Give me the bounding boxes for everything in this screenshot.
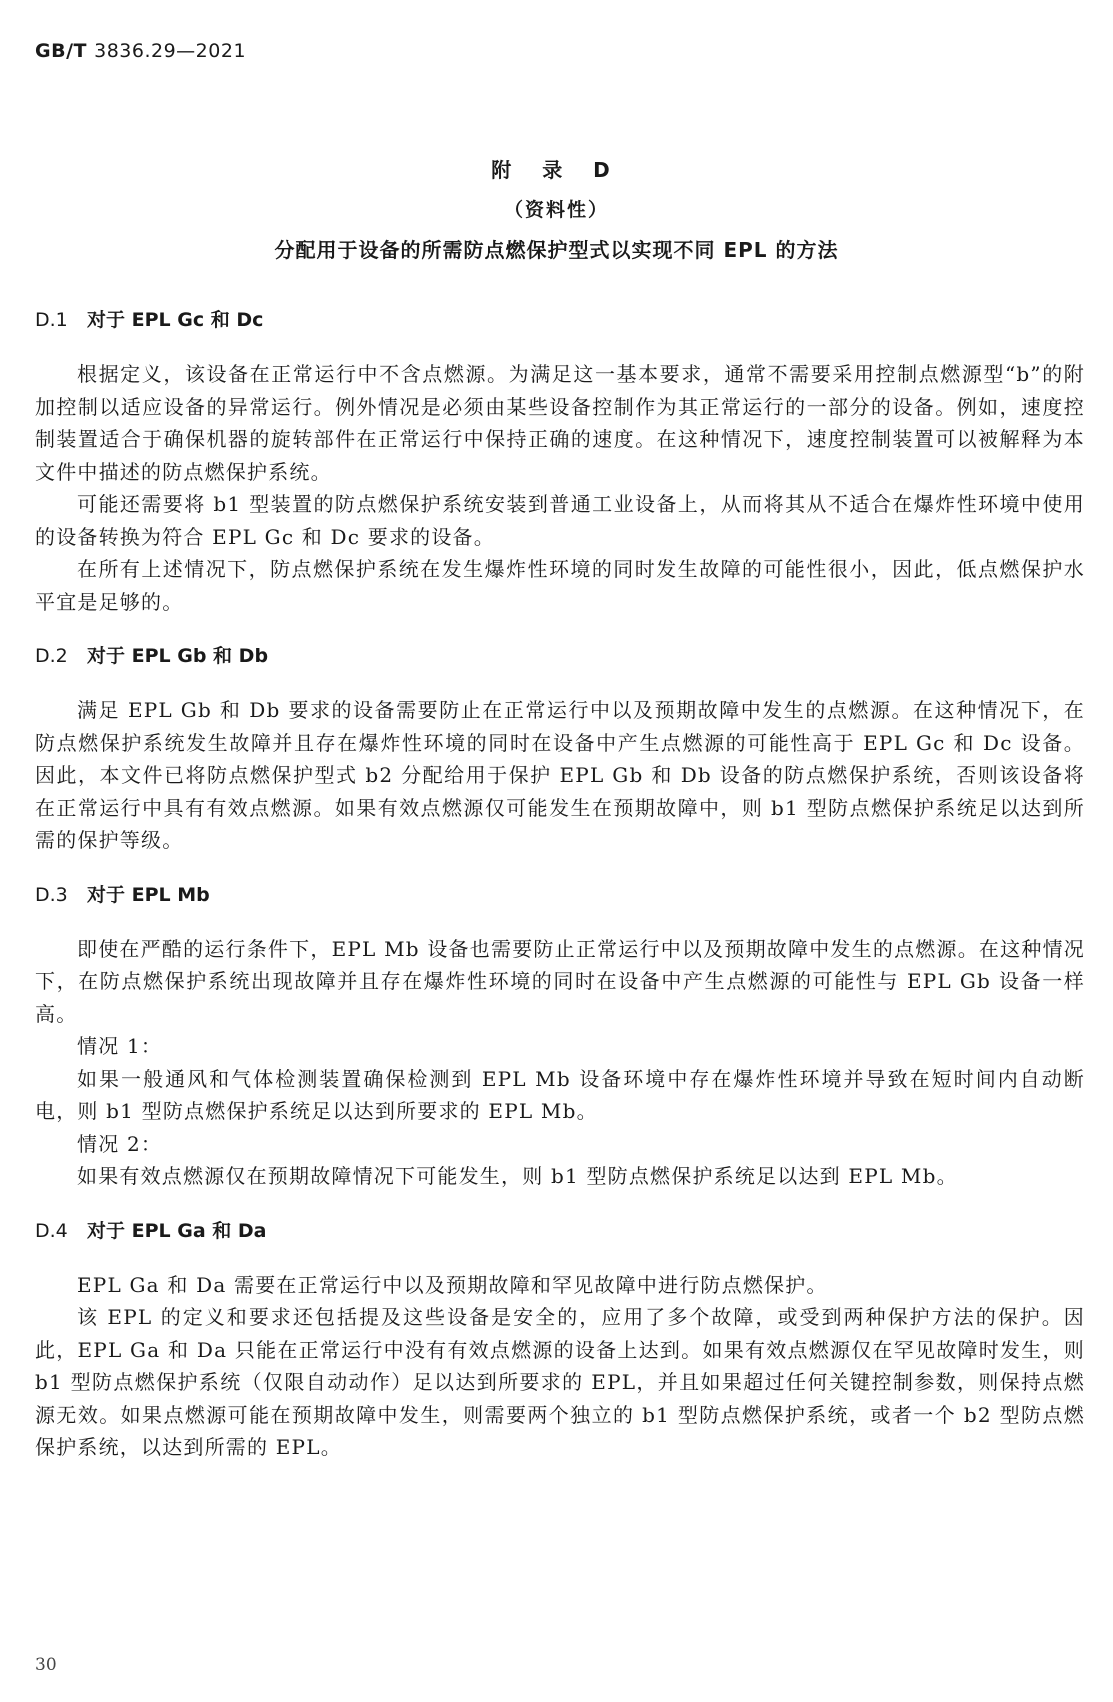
page-number: 30 bbox=[35, 1655, 57, 1675]
section-title: 对于 EPL Gb 和 Db bbox=[87, 645, 269, 667]
paragraph: 根据定义，该设备在正常运行中不含点燃源。为满足这一基本要求，通常不需要采用控制点燃源型“b”的附加控制以适应设备的异常运行。例外情况是必须由某些设备控制作为其正常运行的一部分的设备。例如，速度控制装置适合于确保机器的旋转部件在正常运行中保持正确的速度。在这种情况下，速度控制装置可以被解释为本文件中描述的防点燃保护系统。 bbox=[35, 362, 1085, 484]
section-d2 bbox=[35, 640, 1085, 857]
section-heading bbox=[35, 1215, 1085, 1247]
paragraph: EPL Ga 和 Da 需要在正常运行中以及预期故障和罕见故障中进行防点燃保护。 bbox=[77, 1272, 828, 1297]
section-d4 bbox=[35, 1215, 1085, 1464]
paragraph: 在所有上述情况下，防点燃保护系统在发生爆炸性环境的同时发生故障的可能性很小，因此，低点燃保护水平宜是足够的。 bbox=[35, 557, 1085, 614]
paragraph: 满足 EPL Gb 和 Db 要求的设备需要防止在正常运行中以及预期故障中发生的点燃源。在这种情况下，在防点燃保护系统发生故障并且存在爆炸性环境的同时在设备中产生点燃源的可能性高于 EPL Gc 和 Dc 设备。因此，本文件已将防点燃保护型式 b2 分配给用于保护 EPL Gb 和 Db 设备的防点燃保护系统，否则该设备将在正常运行中具有有效点燃源。如果有效点燃源仅可能发生在预期故障中，则 b1 型防点燃保护系统足以达到所需的保护等级。 bbox=[35, 698, 1085, 852]
section-number: D.1 bbox=[35, 309, 68, 331]
standard-code-prefix: GB/T bbox=[35, 40, 87, 62]
paragraph: 如果一般通风和气体检测装置确保检测到 EPL Mb 设备环境中存在爆炸性环境并导致在短时间内自动断电，则 b1 型防点燃保护系统足以达到所要求的 EPL Mb。 bbox=[35, 1066, 1085, 1123]
document-body bbox=[35, 304, 1085, 1464]
annex-title-block bbox=[0, 150, 1113, 270]
annex-type: （资料性） bbox=[503, 199, 609, 221]
section-title: 对于 EPL Gc 和 Dc bbox=[87, 309, 264, 331]
annex-label: 附 录 D bbox=[491, 158, 622, 182]
section-heading bbox=[35, 640, 1085, 672]
section-number: D.2 bbox=[35, 645, 68, 667]
section-number: D.3 bbox=[35, 883, 68, 906]
standard-code-number: 3836.29—2021 bbox=[94, 40, 247, 62]
section-d1 bbox=[35, 304, 1085, 618]
case-label: 情况 2： bbox=[77, 1131, 163, 1156]
case-label: 情况 1： bbox=[77, 1034, 163, 1058]
annex-title: 分配用于设备的所需防点燃保护型式以实现不同 EPL 的方法 bbox=[274, 238, 839, 262]
section-title: 对于 EPL Ga 和 Da bbox=[87, 1219, 267, 1242]
section-title: 对于 EPL Mb bbox=[87, 883, 210, 906]
section-heading bbox=[35, 879, 1085, 911]
section-d3 bbox=[35, 879, 1085, 1193]
paragraph: 即使在严酷的运行条件下，EPL Mb 设备也需要防止正常运行中以及预期故障中发生的点燃源。在这种情况下，在防点燃保护系统出现故障并且存在爆炸性环境的同时在设备中产生点燃源的可能性与 EPL Gb 设备一样高。 bbox=[35, 936, 1085, 1026]
section-heading bbox=[35, 304, 1085, 336]
standard-code bbox=[35, 40, 246, 62]
paragraph: 如果有效点燃源仅在预期故障情况下可能发生，则 b1 型防点燃保护系统足以达到 EPL Mb。 bbox=[77, 1164, 958, 1188]
section-number: D.4 bbox=[35, 1219, 68, 1242]
paragraph: 该 EPL 的定义和要求还包括提及这些设备是安全的，应用了多个故障，或受到两种保护方法的保护。因此，EPL Ga 和 Da 只能在正常运行中没有有效点燃源的设备上达到。如果有效点燃源仅在罕见故障时发生，则 b1 型防点燃保护系统（仅限自动动作）足以达到所要求的 EPL，并且如果超过任何关键控制参数，则保持点燃源无效。如果点燃源可能在预期故障中发生，则需要两个独立的 b1 型防点燃保护系统，或者一个 b2 型防点燃保护系统，以达到所需的 EPL。 bbox=[35, 1305, 1085, 1459]
paragraph: 可能还需要将 b1 型装置的防点燃保护系统安装到普通工业设备上，从而将其从不适合在爆炸性环境中使用的设备转换为符合 EPL Gc 和 Dc 要求的设备。 bbox=[35, 492, 1085, 549]
